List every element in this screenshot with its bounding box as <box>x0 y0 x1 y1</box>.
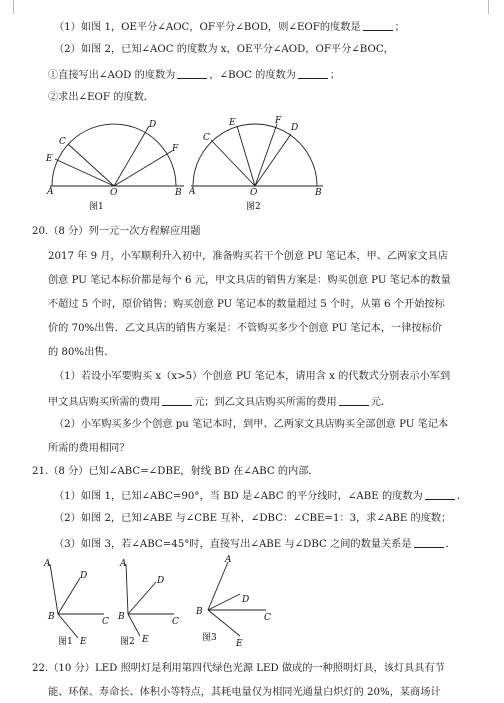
q22-line-1: 22.（10 分）LED 照明灯是利用第四代绿色光源 LED 做成的一种照明灯具，该灯具具有节 <box>32 663 445 674</box>
q19-part2-2: ②求出∠EOF 的度数． <box>48 92 154 103</box>
point-label-D: D <box>80 571 88 581</box>
q20-line-1: 2017 年 9 月，小军顺利升入初中，准备购买若干个创意 PU 笔记本，甲、乙两家文具店 <box>48 251 449 262</box>
figure-caption: 图3 <box>202 633 217 643</box>
q21-figure-2 <box>110 558 190 650</box>
q19-part2-1: ①直接写出∠AOD 的度数为 ，∠BOC 的度数为 ； <box>48 67 340 83</box>
page-corner-mark-left <box>13 0 14 14</box>
q20-heading: 20.（8 分）列一元一次方程解应用题 <box>32 226 201 237</box>
point-label-E: E <box>80 637 87 647</box>
point-label-B: B <box>48 612 55 622</box>
q20-line-3: 不超过 5 个时，原价销售；购买创意 PU 笔记本的数量超过 5 个时，从第 6 个开始按标 <box>48 299 445 310</box>
figure-caption: 图1 <box>58 637 73 647</box>
answer-blank[interactable] <box>298 67 328 79</box>
point-label-C: C <box>59 137 66 147</box>
answer-blank[interactable] <box>425 488 455 500</box>
figure-caption: 图2 <box>246 202 261 212</box>
point-label-C: C <box>203 133 210 143</box>
point-label-O: O <box>110 188 118 198</box>
figure-caption: 图2 <box>120 637 135 647</box>
q21-figure-1 <box>40 558 110 650</box>
point-label-A: A <box>189 187 196 197</box>
q20-part2: （2）小军购买多少个创意 pu 笔记本时，到甲、乙两家文具店购买全部创意 PU 笔记本 <box>54 419 449 430</box>
answer-blank[interactable] <box>414 536 444 548</box>
point-label-D: D <box>242 595 250 605</box>
q21-figure-3 <box>192 554 287 650</box>
q19-part2: （2）如图 2，已知∠AOC 的度数为 x，OE平分∠AOD，OF平分∠BOC， <box>54 44 394 55</box>
q20-part2-cont: 所需的费用相同？ <box>48 443 130 454</box>
answer-blank[interactable] <box>177 67 207 79</box>
point-label-E: E <box>46 154 53 164</box>
answer-blank[interactable] <box>162 394 192 406</box>
q20-part1-answer: 甲文具店购买所需的费用 元；到乙文具店购买所需的费用 元． <box>48 394 391 410</box>
point-label-E: E <box>229 118 236 128</box>
point-label-A: A <box>44 559 51 569</box>
q19-part1: （1）如图 1，OE平分∠AOC，OF平分∠BOD，则∠EOF的度数是 ； <box>54 19 405 35</box>
point-label-A: A <box>47 187 54 197</box>
point-label-D: D <box>149 120 157 130</box>
point-label-C: C <box>264 613 271 623</box>
point-label-A: A <box>120 559 127 569</box>
q21-heading: 21.（8 分）已知∠ABC=∠DBE，射线 BD 在∠ABC 的内部． <box>32 466 319 477</box>
q21-part1: （1）如图 1，已知∠ABC=90°，当 BD 是∠ABC 的平分线时，∠ABE 的度数为 ． <box>54 488 467 504</box>
point-label-A: A <box>225 555 232 565</box>
q22-line-2: 能、环保、寿命长、体积小等特点，其耗电量仅为相同光通量白炽灯的 20%，某商场计 <box>48 687 441 698</box>
point-label-C: C <box>102 617 109 627</box>
answer-blank[interactable] <box>339 394 369 406</box>
q21-part3: （3）如图 3，若∠ABC=45°时，直接写出∠ABE 与∠DBC 之间的数量关系是 ． <box>54 536 456 552</box>
point-label-B: B <box>196 607 203 617</box>
point-label-F: F <box>275 116 282 126</box>
point-label-O: O <box>250 188 258 198</box>
q20-line-5: 的 80%出售． <box>48 347 115 358</box>
q21-part2: （2）如图 2，已知∠ABE 与∠CBE 互补，∠DBC：∠CBE=1：3，求∠ABE 的度数； <box>54 513 452 524</box>
point-label-E: E <box>142 635 149 645</box>
point-label-D: D <box>291 123 299 133</box>
q19-figure-1 <box>44 114 194 214</box>
point-label-B: B <box>315 188 322 198</box>
figure-caption: 图1 <box>89 202 104 212</box>
point-label-F: F <box>172 144 179 154</box>
q20-part1: （1）若设小军要购买 x（x>5）个创意 PU 笔记本，请用含 x 的代数式分别表示小军到 <box>54 371 451 382</box>
point-label-C: C <box>172 617 179 627</box>
page-corner-mark-right <box>488 0 489 14</box>
point-label-E: E <box>236 639 243 649</box>
point-label-D: D <box>157 576 165 586</box>
q20-line-4: 价的 70%出售．乙文具店的销售方案是：不管购买多少个创意 PU 笔记本，一律按标价 <box>48 323 442 334</box>
q19-figure-2 <box>189 114 329 214</box>
point-label-B: B <box>175 188 182 198</box>
answer-blank[interactable] <box>363 19 393 31</box>
point-label-B: B <box>118 612 125 622</box>
q20-line-2: 创意 PU 笔记本标价都是每个 6 元，甲文具店的销售方案是：购买创意 PU 笔记本的数量 <box>48 275 451 286</box>
